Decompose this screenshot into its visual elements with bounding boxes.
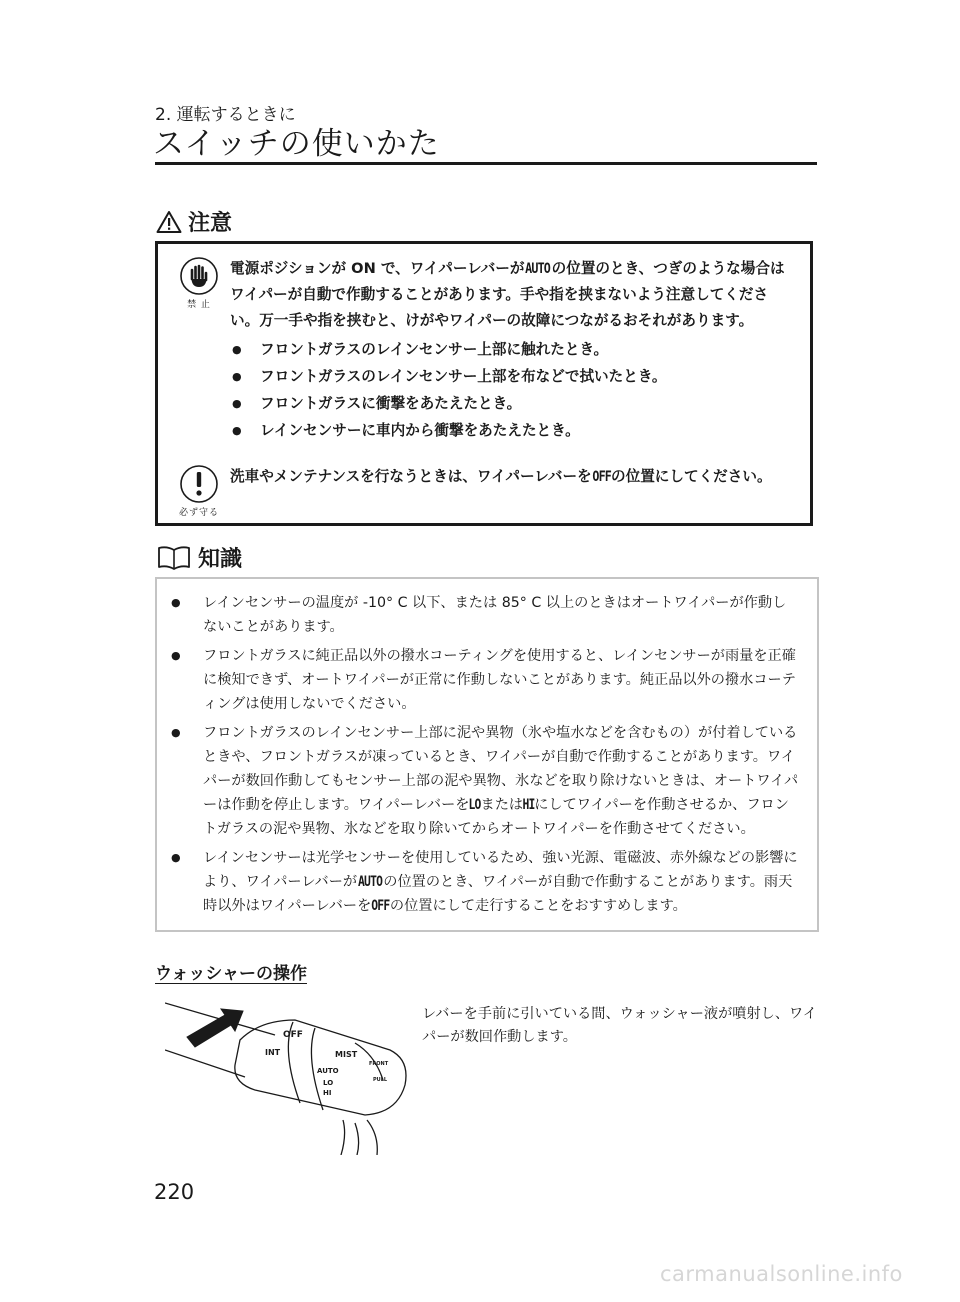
text-part: レインセンサーは光学センサーを使用しているため、強い光源、電磁波、赤外線などの影響により、ワイパーレバーが (203, 850, 798, 890)
list-item (171, 846, 799, 918)
knowledge-heading (156, 542, 242, 573)
lever-label-off: OFF (283, 1030, 303, 1040)
list-item: ● フロントガラスに純正品以外の撥水コーティングを使用すると、レインセンサーが雨量を正確に検知できず、オートワイパーが正常に作動しないことがあります。純正品以外の撥水コーティングは使用しないでください。 (171, 644, 799, 716)
lever-label-front: FRONT (369, 1061, 389, 1067)
off-position-badge: OFF (371, 898, 390, 914)
caution-list (230, 336, 796, 444)
text-part: の位置にして走行することをおすすめします。 (389, 898, 687, 914)
lever-label-lo: LO (323, 1079, 334, 1087)
lever-label-mist: MIST (335, 1050, 358, 1059)
prohibit-caption: 禁 止 (187, 300, 211, 310)
list-item (171, 721, 799, 841)
page-title: スイッチの使いかた (153, 126, 440, 162)
caution-box (155, 241, 813, 526)
must-text-part: の位置にしてください。 (611, 468, 772, 485)
knowledge-heading-text: 知識 (198, 547, 243, 572)
list-item: ● レインセンサーの温度が -10° C 以下、または 85° C 以上のときはオートワイパーが作動しないことがあります。 (171, 591, 799, 639)
open-book-icon (156, 545, 192, 571)
caution-heading-text: 注意 (188, 211, 233, 236)
exclamation-circle-icon (179, 464, 219, 504)
list-item: ● レインセンサーに車内から衝撃をあたえたとき。 (230, 417, 796, 444)
must-text (230, 464, 796, 518)
lever-label-hi: HI (323, 1089, 332, 1097)
section-label: 2. 運転するときに (155, 105, 296, 125)
text-part: にしてワイパーを作動させるか、フロントガラスの泥や異物、氷などを取り除いてからオートワイパーを作動させてください。 (203, 797, 789, 837)
washer-heading: ウォッシャーの操作 (155, 964, 307, 984)
off-position-badge: OFF (591, 468, 611, 485)
wiper-lever-illustration (165, 995, 410, 1155)
text-part: または (480, 797, 524, 813)
auto-position-badge: AUTO (358, 874, 383, 890)
lever-label-auto: AUTO (317, 1067, 339, 1075)
list-item: ● フロントガラスのレインセンサー上部を布などで拭いたとき。 (230, 363, 796, 390)
prohibit-text (230, 256, 796, 444)
text-part: フロントガラスのレインセンサー上部に泥や異物（氷や塩水などを含むもの）が付着しているときや、フロントガラスが凍っているとき、ワイパーが自動で作動することがあります。ワイパーが数回作動してもセンサー上部の泥や異物、氷などを取り除けないときは、オートワイパーは作動を停止します。ワイパーレバーを (203, 725, 799, 813)
watermark: carmanualsonline.info (660, 1262, 903, 1286)
lever-label-pull: PULL (373, 1077, 388, 1083)
hi-position-badge: HI (522, 797, 535, 813)
prohibit-text-part: 電源ポジションが ON で、ワイパーレバーが (230, 260, 525, 277)
prohibit-symbol (168, 256, 230, 444)
pull-arrow-icon (187, 1009, 243, 1047)
must-text-part: 洗車やメンテナンスを行なうときは、ワイパーレバーを (230, 468, 592, 485)
knowledge-box (155, 577, 819, 932)
caution-heading (156, 206, 232, 237)
prohibit-text-part: の位置のとき、つぎのような場合はワイパーが自動で作動することがあります。手や指を挟まないよう注意してください。万一手や指を挟むと、けがやワイパーの故障につながるおそれがあります。 (230, 260, 785, 329)
prohibit-hand-icon (179, 256, 219, 296)
knowledge-list (171, 591, 799, 923)
page-number: 220 (154, 1180, 195, 1204)
lever-label-int: INT (265, 1048, 281, 1057)
lo-position-badge: LO (468, 797, 482, 813)
must-caption: 必ず守る (178, 508, 219, 518)
must-symbol (168, 464, 230, 518)
title-divider (155, 162, 817, 165)
auto-position-badge: AUTO (525, 260, 551, 277)
list-item: ● フロントガラスのレインセンサー上部に触れたとき。 (230, 336, 796, 363)
text-part: の位置のとき、ワイパーが自動で作動することがあります。雨天時以外はワイパーレバーを (203, 874, 793, 914)
washer-description: レバーを手前に引いている間、ウォッシャー液が噴射し、ワイパーが数回作動します。 (422, 1006, 817, 1045)
must-block (168, 464, 796, 518)
prohibit-block (168, 256, 796, 444)
list-item: ● フロントガラスに衝撃をあたえたとき。 (230, 390, 796, 417)
warning-triangle-icon (156, 210, 182, 234)
